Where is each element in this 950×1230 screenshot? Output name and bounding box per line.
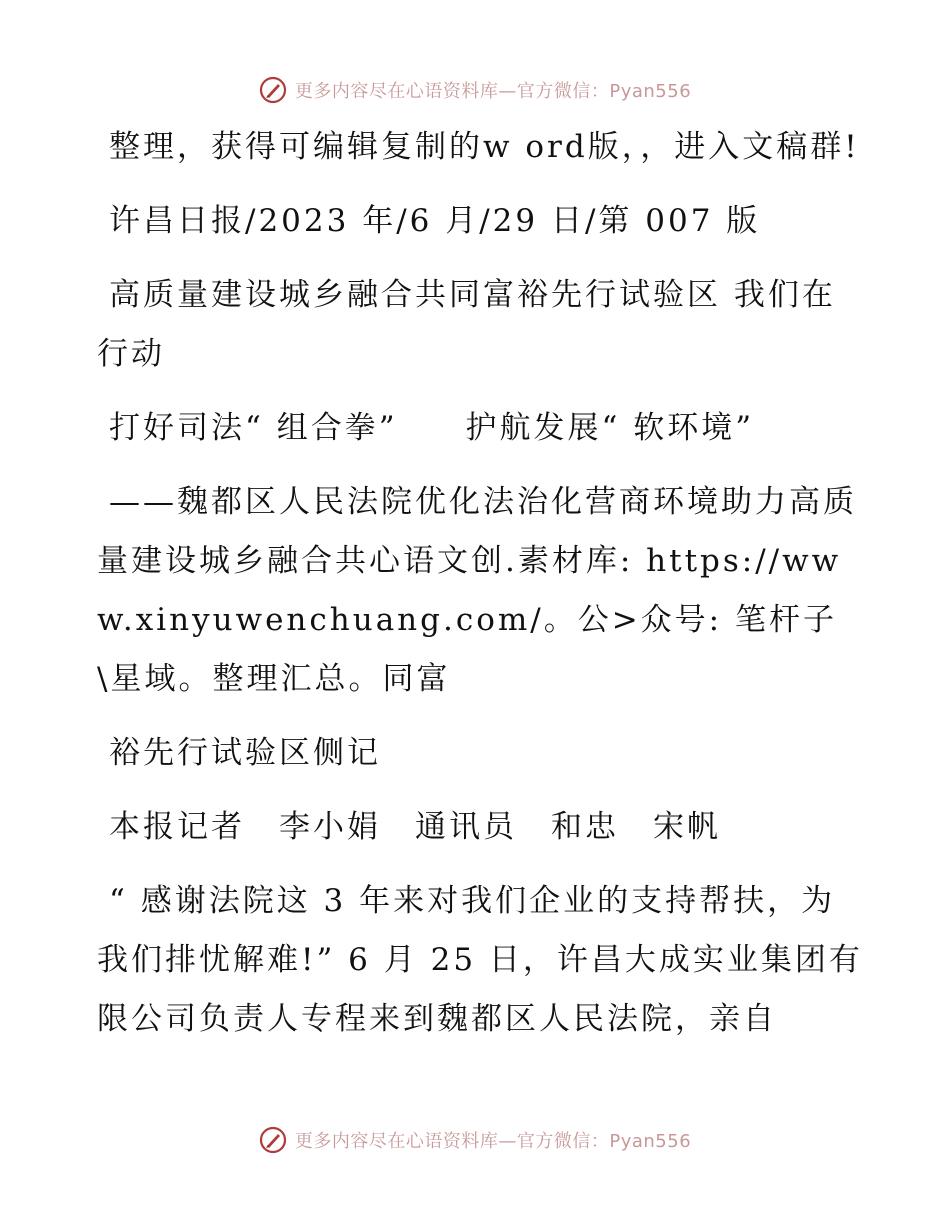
footer-banner [0, 1120, 950, 1160]
paragraph-headline: 打好司法“ 组合拳” 护航发展“ 软环境” [109, 410, 755, 446]
paragraph-byline: 本报记者 李小娟 通讯员 和忠 宋帆 [109, 809, 721, 845]
footer-banner-text: 更多内容尽在心语资料库—官方微信：Pyan556 [294, 1131, 692, 1152]
quill-logo-icon [259, 76, 287, 104]
paragraph-source: 许昌日报/2023 年/6 月/29 日/第 007 版 [109, 203, 761, 239]
paragraph-subheadline: ——魏都区人民法院优化法治化营商环境助力高质量建设城乡融合共心语文创.素材库: https://www.xinyuwenchuang.com/。公>众号: 笔杆子\星域。整理汇总。同富 [97, 484, 857, 697]
paragraph-body: “ 感谢法院这 3 年来对我们企业的支持帮扶，为我们排忧解难!” 6 月 25 日，许昌大成实业集团有限公司负责人专程来到魏都区人民法院，亲自 [97, 883, 863, 1037]
paragraph-subheadline-cont: 裕先行试验区侧记 [109, 735, 381, 771]
quill-logo-icon [259, 1126, 287, 1154]
paragraph-intro: 整理，获得可编辑复制的w ord版，，进入文稿群! [109, 129, 860, 165]
document-body [97, 118, 867, 1064]
paragraph-column-title: 高质量建设城乡融合共同富裕先行试验区 我们在行动 [97, 277, 836, 372]
header-banner [0, 70, 950, 110]
header-banner-text: 更多内容尽在心语资料库—官方微信：Pyan556 [294, 81, 692, 102]
